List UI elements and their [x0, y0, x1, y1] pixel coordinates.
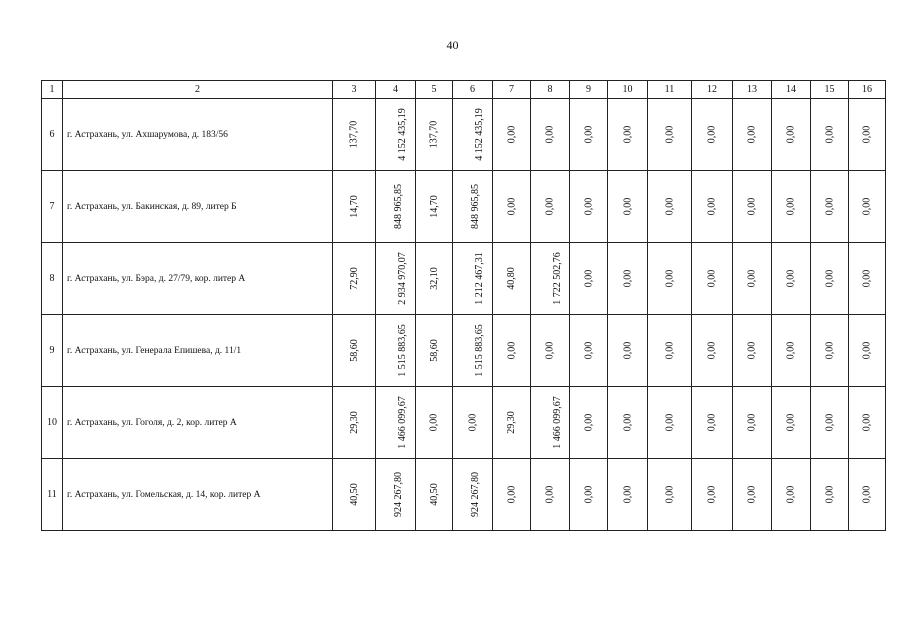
- value-cell: 0,00: [811, 99, 849, 171]
- value-cell: 0,00: [849, 243, 886, 315]
- column-header: 16: [849, 81, 886, 99]
- value-cell: 0,00: [416, 387, 453, 459]
- value-cell: 0,00: [570, 387, 608, 459]
- value-cell: 0,00: [733, 387, 772, 459]
- row-number: 11: [42, 459, 63, 531]
- value-cell: 0,00: [493, 99, 531, 171]
- value-cell: 0,00: [692, 99, 733, 171]
- value-cell: 0,00: [733, 315, 772, 387]
- value-cell: 0,00: [648, 459, 692, 531]
- address-cell: г. Астрахань, ул. Ахшарумова, д. 183/56: [63, 99, 333, 171]
- value-cell: 0,00: [849, 171, 886, 243]
- value-cell: 0,00: [608, 99, 648, 171]
- column-header: 11: [648, 81, 692, 99]
- value-cell: 14,70: [416, 171, 453, 243]
- table-row: [42, 99, 886, 171]
- value-cell: 0,00: [849, 99, 886, 171]
- value-cell: 848 965,85: [453, 171, 493, 243]
- address-cell: г. Астрахань, ул. Гомельская, д. 14, кор. литер А: [63, 459, 333, 531]
- value-cell: 0,00: [692, 315, 733, 387]
- value-cell: 0,00: [608, 243, 648, 315]
- value-cell: 0,00: [811, 387, 849, 459]
- value-cell: 1 466 099,67: [531, 387, 570, 459]
- value-cell: 0,00: [692, 243, 733, 315]
- address-cell: г. Астрахань, ул. Бэра, д. 27/79, кор. литер А: [63, 243, 333, 315]
- value-cell: 0,00: [692, 459, 733, 531]
- table-row: [42, 387, 886, 459]
- value-cell: 1 722 502,76: [531, 243, 570, 315]
- header-row: [42, 81, 886, 99]
- column-header: 15: [811, 81, 849, 99]
- value-cell: 0,00: [849, 387, 886, 459]
- value-cell: 4 152 435,19: [376, 99, 416, 171]
- row-number: 6: [42, 99, 63, 171]
- value-cell: 0,00: [493, 315, 531, 387]
- table-row: [42, 459, 886, 531]
- value-cell: 0,00: [772, 315, 811, 387]
- value-cell: 0,00: [692, 387, 733, 459]
- value-cell: 137,70: [333, 99, 376, 171]
- value-cell: 0,00: [772, 99, 811, 171]
- value-cell: 29,30: [333, 387, 376, 459]
- value-cell: 1 515 883,65: [453, 315, 493, 387]
- value-cell: 58,60: [416, 315, 453, 387]
- column-header: 9: [570, 81, 608, 99]
- column-header: 7: [493, 81, 531, 99]
- column-header: 4: [376, 81, 416, 99]
- value-cell: 0,00: [570, 243, 608, 315]
- value-cell: 0,00: [608, 315, 648, 387]
- column-header: 5: [416, 81, 453, 99]
- row-number: 10: [42, 387, 63, 459]
- column-header: 12: [692, 81, 733, 99]
- value-cell: 0,00: [733, 459, 772, 531]
- value-cell: 40,50: [416, 459, 453, 531]
- value-cell: 0,00: [608, 459, 648, 531]
- value-cell: 0,00: [648, 243, 692, 315]
- value-cell: 29,30: [493, 387, 531, 459]
- value-cell: 0,00: [772, 459, 811, 531]
- value-cell: 0,00: [772, 171, 811, 243]
- table-row: [42, 315, 886, 387]
- table-row: [42, 171, 886, 243]
- value-cell: 924 267,80: [376, 459, 416, 531]
- value-cell: 0,00: [733, 99, 772, 171]
- value-cell: 40,50: [333, 459, 376, 531]
- value-cell: 0,00: [733, 243, 772, 315]
- column-header: 8: [531, 81, 570, 99]
- value-cell: 0,00: [608, 387, 648, 459]
- table-row: [42, 243, 886, 315]
- value-cell: 0,00: [648, 171, 692, 243]
- column-header: 14: [772, 81, 811, 99]
- value-cell: 0,00: [570, 171, 608, 243]
- row-number: 8: [42, 243, 63, 315]
- value-cell: 0,00: [453, 387, 493, 459]
- value-cell: 58,60: [333, 315, 376, 387]
- column-header: 6: [453, 81, 493, 99]
- value-cell: 0,00: [493, 171, 531, 243]
- value-cell: 0,00: [570, 99, 608, 171]
- value-cell: 4 152 435,19: [453, 99, 493, 171]
- value-cell: 32,10: [416, 243, 453, 315]
- column-header: 3: [333, 81, 376, 99]
- value-cell: 0,00: [531, 315, 570, 387]
- value-cell: 0,00: [772, 243, 811, 315]
- value-cell: 0,00: [531, 99, 570, 171]
- value-cell: 924 267,80: [453, 459, 493, 531]
- value-cell: 0,00: [608, 171, 648, 243]
- value-cell: 0,00: [692, 171, 733, 243]
- page-number: 40: [446, 38, 459, 52]
- value-cell: 0,00: [811, 243, 849, 315]
- address-cell: г. Астрахань, ул. Бакинская, д. 89, литер Б: [63, 171, 333, 243]
- value-cell: 14,70: [333, 171, 376, 243]
- value-cell: 0,00: [570, 315, 608, 387]
- value-cell: 137,70: [416, 99, 453, 171]
- value-cell: 40,80: [493, 243, 531, 315]
- value-cell: 0,00: [733, 171, 772, 243]
- value-cell: 0,00: [648, 387, 692, 459]
- value-cell: 2 934 970,07: [376, 243, 416, 315]
- value-cell: 0,00: [531, 459, 570, 531]
- row-number: 9: [42, 315, 63, 387]
- address-cell: г. Астрахань, ул. Гоголя, д. 2, кор. литер А: [63, 387, 333, 459]
- column-header: 1: [42, 81, 63, 99]
- value-cell: 0,00: [772, 387, 811, 459]
- value-cell: 0,00: [811, 459, 849, 531]
- value-cell: 0,00: [531, 171, 570, 243]
- value-cell: 1 466 099,67: [376, 387, 416, 459]
- row-number: 7: [42, 171, 63, 243]
- value-cell: 1 212 467,31: [453, 243, 493, 315]
- value-cell: 0,00: [849, 459, 886, 531]
- value-cell: 0,00: [648, 315, 692, 387]
- value-cell: 848 965,85: [376, 171, 416, 243]
- value-cell: 0,00: [849, 315, 886, 387]
- value-cell: 0,00: [811, 171, 849, 243]
- value-cell: 0,00: [811, 315, 849, 387]
- column-header: 2: [63, 81, 333, 99]
- column-header: 10: [608, 81, 648, 99]
- value-cell: 1 515 883,65: [376, 315, 416, 387]
- address-cell: г. Астрахань, ул. Генерала Епишева, д. 11/1: [63, 315, 333, 387]
- property-table: [41, 80, 886, 531]
- value-cell: 0,00: [493, 459, 531, 531]
- value-cell: 0,00: [648, 99, 692, 171]
- value-cell: 0,00: [570, 459, 608, 531]
- value-cell: 72,90: [333, 243, 376, 315]
- column-header: 13: [733, 81, 772, 99]
